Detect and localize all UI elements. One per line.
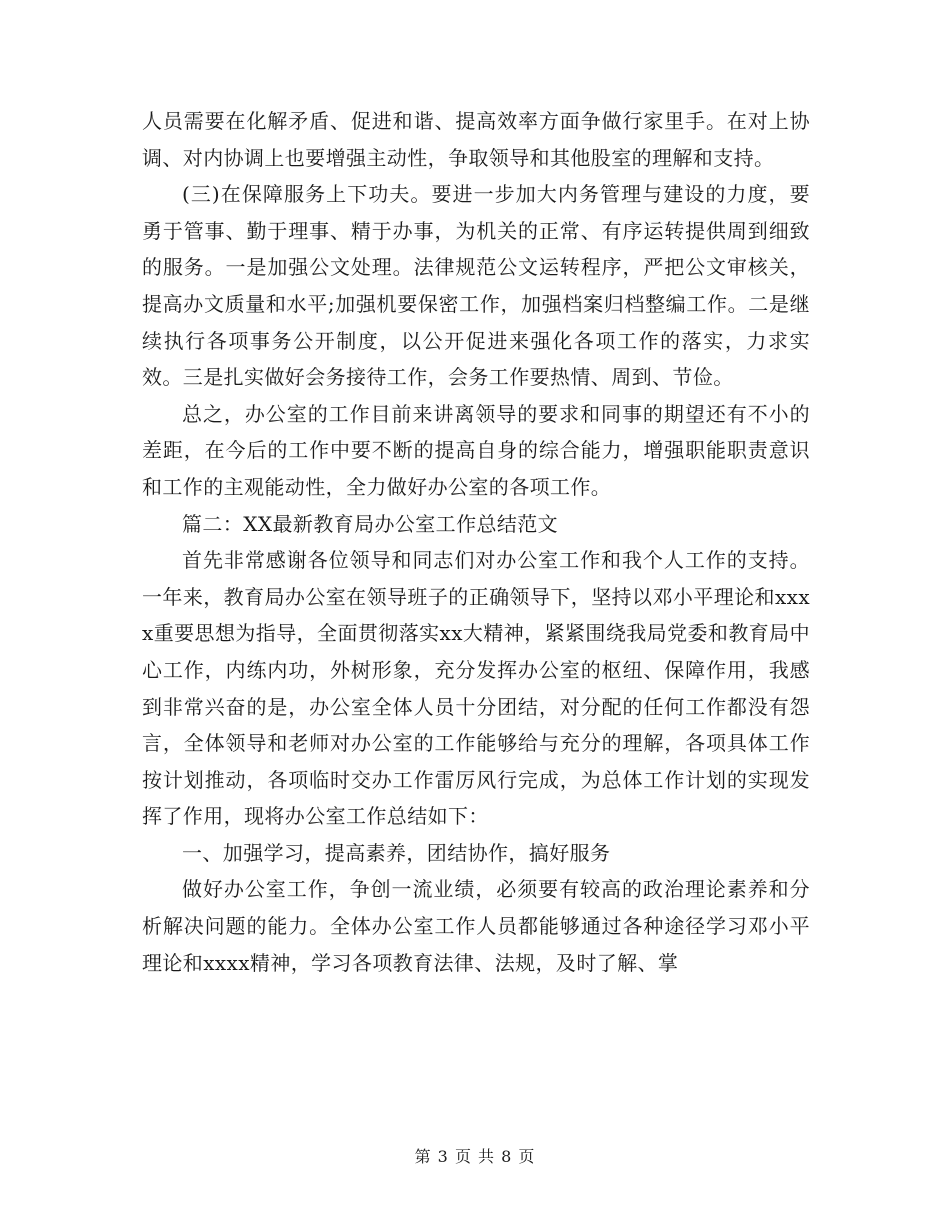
section-title: 篇二：XX最新教育局办公室工作总结范文 <box>182 511 559 536</box>
page-footer <box>0 1144 950 1167</box>
section-heading-1: 一、加强学习，提高素养，团结协作，搞好服务 <box>182 840 611 865</box>
document-body <box>142 103 810 981</box>
paragraph-5: 做好办公室工作，争创一流业绩，必须要有较高的政治理论素养和分析解决问题的能力。全体办公室工作人员都能够通过各种途径学习邓小平理论和xxxx精神，学习各项教育法律、法规，及时了解、掌 <box>142 877 810 975</box>
paragraph-2: (三)在保障服务上下功夫。要进一步加大内务管理与建设的力度，要勇于管事、勤于理事、精于办事，为机关的正常、有序运转提供周到细致的服务。一是加强公文处理。法律规范公文运转程序，严把公文审核关，提高办文质量和水平;加强机要保密工作，加强档案归档整编工作。二是继续执行各项事务公开制度，以公开促进来强化各项工作的落实，力求实效。三是扎实做好会务接待工作，会务工作要热情、周到、节俭。 <box>142 182 810 390</box>
paragraph-4: 首先非常感谢各位领导和同志们对办公室工作和我个人工作的支持。一年来，教育局办公室在领导班子的正确领导下，坚持以邓小平理论和xxxx重要思想为指导，全面贯彻落实xx大精神，紧紧围绕我局党委和教育局中心工作，内练内功，外树形象，充分发挥办公室的枢纽、保障作用，我感到非常兴奋的是，办公室全体人员十分团结，对分配的任何工作都没有怨言，全体领导和老师对办公室的工作能够给与充分的理解，各项具体工作按计划推动，各项临时交办工作雷厉风行完成，为总体工作计划的实现发挥了作用，现将办公室工作总结如下： <box>142 548 810 829</box>
page-number-label: 第 3 页 共 8 页 <box>414 1147 536 1166</box>
paragraph-3: 总之，办公室的工作目前来讲离领导的要求和同事的期望还有不小的差距，在今后的工作中要不断的提高自身的综合能力，增强职能职责意识和工作的主观能动性，全力做好办公室的各项工作。 <box>142 401 810 499</box>
paragraph-1: 人员需要在化解矛盾、促进和谐、提高效率方面争做行家里手。在对上协调、对内协调上也要增强主动性，争取领导和其他股室的理解和支持。 <box>142 109 810 170</box>
